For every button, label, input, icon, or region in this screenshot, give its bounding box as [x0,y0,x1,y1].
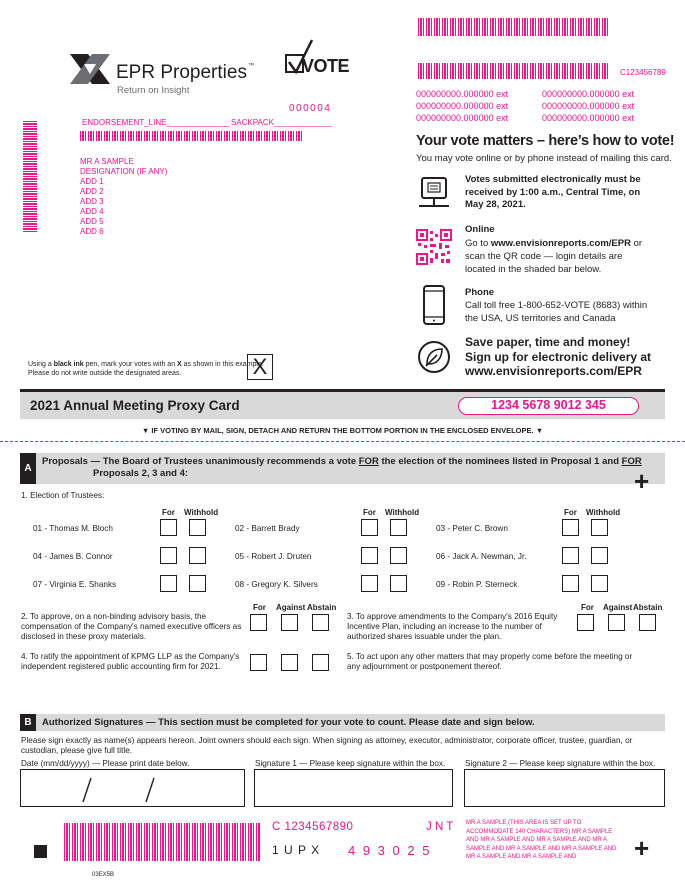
ext-code: 000000000.000000 ext [542,89,635,99]
online-text [465,237,650,276]
signature-instructions: Please sign exactly as name(s) appears hereon. Joint owners should each sign. When signing as attorney, executor, administrator, corporate officer, trustee, guardian, or custodian, please give full title. [21,736,633,755]
nominee-07-for-checkbox[interactable] [160,575,177,592]
pen-text-x: X [177,361,182,368]
nominee-09-withhold-checkbox[interactable] [591,575,608,592]
title-part: the election of the nominees listed in Proposal 1 and [378,456,622,467]
computer-icon [417,176,451,212]
leaf-icon [417,340,451,374]
top-barcode [418,18,608,36]
nominee-05-withhold-checkbox[interactable] [390,547,407,564]
proxy-number-pill [458,397,639,415]
qr-code-icon [416,229,452,265]
title-for: FOR [621,456,642,467]
nominee-label: 07 - Virginia E. Shanks [33,580,117,589]
ext-code: 000000000.000000 ext [416,101,509,111]
col-withhold: Withhold [586,508,621,517]
nominee-label: 02 - Barrett Brady [235,524,300,533]
address-line: ADD 2 [80,187,104,196]
footer-jnt: J N T [426,821,454,833]
proposal-3-against-checkbox[interactable] [608,614,625,631]
proposal-2-against-checkbox[interactable] [281,614,298,631]
footer-code: 4 9 3 0 2 5 [348,843,432,858]
nominee-06-for-checkbox[interactable] [562,547,579,564]
proxy-number: 1234 5678 9012 345 [491,398,606,412]
footer-upx: 1 U P X [272,843,321,857]
form-code: 03EX5B [92,872,115,878]
col-for: For [162,508,175,517]
address-line: DESIGNATION (IF ANY) [80,167,168,176]
proposal-3-text: 3. To approve amendments to the Company's 2016 Equity Incentive Plan, including an increase to the number of authorized shares issuable under the plan. [347,612,558,641]
nominee-label: 09 - Robin P. Sterneck [436,580,518,589]
vote-deadline: Votes submitted electronically must be received by 1:00 a.m., Central Time, on May 28, 2021. [465,174,641,210]
proposal-4-text: 4. To ratify the appointment of KPMG LLP as the Company's independent registered public accounting firm for 2021. [21,652,240,671]
signature-1-box[interactable] [254,769,453,807]
vote-logo-text: VOTE [302,56,350,76]
example-mark: X [252,354,268,379]
nominee-label: 06 - Jack A. Newman, Jr. [436,552,527,561]
nominee-label: 03 - Peter C. Brown [436,524,508,533]
col-withhold: Withhold [385,508,420,517]
col-for: For [363,508,376,517]
nominee-label: 08 - Gregory K. Silvers [235,580,318,589]
epr-logo [70,52,270,98]
footer-sample-text: MR A SAMPLE (THIS AREA IS SET UP TO ACCOMMODATE 140 CHARACTERS) MR A SAMPLE AND MR A SAMPLE AND MR A SAMPLE AND MR A SAMPLE AND MR A SAMPLE AND MR A SAMPLE AND MR A SAMPLE AND MR A SAMPLE AND [466,820,617,860]
title-part: Proposals — The Board of Trustees unanimously recommends a vote [42,456,359,467]
section-b-letter: B [20,714,36,731]
address-line: ADD 1 [80,177,104,186]
pen-instructions-line-2: Please do not write outside the designated areas. [28,370,182,377]
online-url-link[interactable]: www.envisionreports.com/EPR [490,238,631,249]
nominee-07-withhold-checkbox[interactable] [189,575,206,592]
registration-square [34,845,47,858]
pen-text: as shown in this example. [181,361,264,368]
date-separator-slashes [21,770,246,808]
nominee-02-withhold-checkbox[interactable] [390,519,407,536]
phone-text: Call toll free 1-800-652-VOTE (8683) within the USA, US territories and Canada [465,300,648,324]
registration-plus: + [634,466,650,496]
nominee-02-for-checkbox[interactable] [361,519,378,536]
address-line: ADD 5 [80,217,104,226]
signature-2-label: Signature 2 — Please keep signature within the box. [465,759,656,768]
address-line: ADD 3 [80,197,104,206]
control-code: C123456789 [620,68,666,77]
nominee-04-for-checkbox[interactable] [160,547,177,564]
footer-barcode [64,823,260,861]
phone-title: Phone [465,287,495,298]
proposal-3-for-checkbox[interactable] [577,614,594,631]
nominee-label: 01 - Thomas M. Bloch [33,524,113,533]
perforation-line [0,441,685,442]
col-withhold: Withhold [184,508,219,517]
left-vertical-barcode [23,121,37,233]
online-title: Online [465,224,495,235]
nominee-03-for-checkbox[interactable] [562,519,579,536]
proposal-4-abstain-checkbox[interactable] [312,654,329,671]
col-abstain: Abstain [307,603,337,612]
nominee-08-for-checkbox[interactable] [361,575,378,592]
election-label: 1. Election of Trustees: [21,491,105,500]
section-a-letter: A [20,453,36,484]
online-text-end: or scan the QR code — login details are located in the shaded bar below. [465,238,643,275]
pen-instructions [28,360,264,378]
nominee-label: 05 - Robert J. Druten [235,552,312,561]
vote-logo [284,38,354,78]
col-for: For [253,603,266,612]
sequence-number: 000004 [289,103,332,114]
address-line: ADD 6 [80,227,104,236]
section-a-title-line-1 [42,456,642,468]
pen-instructions-line-1 [28,360,264,369]
col-against: Against [276,603,306,612]
ext-code: 000000000.000000 ext [542,113,635,123]
col-for: For [564,508,577,517]
mailing-address [80,157,167,237]
section-a-title-line-2: Proposals 2, 3 and 4: [93,468,189,479]
signature-2-box[interactable] [464,769,665,807]
vote-heading: Your vote matters – here’s how to vote! [416,133,675,149]
proposal-3-abstain-checkbox[interactable] [639,614,656,631]
proposal-4-for-checkbox[interactable] [250,654,267,671]
col-for: For [581,603,594,612]
vote-subheading: You may vote online or by phone instead of mailing this card. [416,153,672,164]
ext-code: 000000000.000000 ext [416,113,509,123]
date-input-box[interactable] [20,769,245,807]
footer-control: C 1234567890 [272,821,354,833]
proposal-4-against-checkbox[interactable] [281,654,298,671]
online-text-start: Go to [465,238,491,249]
nominee-01-withhold-checkbox[interactable] [189,519,206,536]
footer-registration-plus: + [634,833,650,863]
save-line-2: Sign up for electronic delivery at [465,349,652,364]
ext-code: 000000000.000000 ext [542,101,635,111]
logo-tm: ™ [248,63,254,69]
logo-tagline: Return on Insight [117,85,190,96]
title-for: FOR [358,456,379,467]
nominee-05-for-checkbox[interactable] [361,547,378,564]
address-line: MR A SAMPLE [80,157,134,166]
save-url-link[interactable]: www.envisionreports.com/EPR [465,364,642,378]
section-a-title [42,456,642,480]
section-b-title: Authorized Signatures — This section must be completed for your vote to count. Please date and sign below. [42,717,535,728]
proposal-2-text: 2. To approve, on a non-binding advisory basis, the compensation of the Company's named executive officers as disclosed in these proxy materials. [21,612,242,641]
address-line: ADD 4 [80,207,104,216]
nominee-label: 04 - James B. Connor [33,552,113,561]
nominee-09-for-checkbox[interactable] [562,575,579,592]
save-paper [465,335,651,379]
col-against: Against [603,603,633,612]
phone-icon [423,285,445,325]
col-abstain: Abstain [633,603,663,612]
proposal-2-for-checkbox[interactable] [250,614,267,631]
postal-barcode [80,131,303,141]
save-line-1: Save paper, time and money! [465,335,631,349]
control-barcode [418,63,608,79]
nominee-03-withhold-checkbox[interactable] [591,519,608,536]
ext-code: 000000000.000000 ext [416,89,509,99]
nominee-08-withhold-checkbox[interactable] [390,575,407,592]
pen-text: pen, mark your votes with an [83,361,178,368]
epr-logo-mark [70,54,110,84]
nominee-01-for-checkbox[interactable] [160,519,177,536]
logo-text: EPR Properties [116,62,247,83]
endorsement-line: ENDORSEMENT_LINE______________ SACKPACK_____________ [82,118,332,127]
example-mark-box [247,354,273,380]
pen-text-bold: black ink [53,361,84,368]
proposal-2-abstain-checkbox[interactable] [312,614,329,631]
proposal-5-text: 5. To act upon any other matters that may properly come before the meeting or any adjournment or postponement thereof. [347,652,633,671]
proxy-card-title: 2021 Annual Meeting Proxy Card [30,398,240,413]
nominee-04-withhold-checkbox[interactable] [189,547,206,564]
pen-text: Using a [28,361,54,368]
nominee-06-withhold-checkbox[interactable] [591,547,608,564]
date-label: Date (mm/dd/yyyy) — Please print date below. [21,759,190,768]
detach-instruction: ▼ IF VOTING BY MAIL, SIGN, DETACH AND RETURN THE BOTTOM PORTION IN THE ENCLOSED ENVELOPE. ▼ [141,426,544,435]
signature-1-label: Signature 1 — Please keep signature within the box. [255,759,446,768]
